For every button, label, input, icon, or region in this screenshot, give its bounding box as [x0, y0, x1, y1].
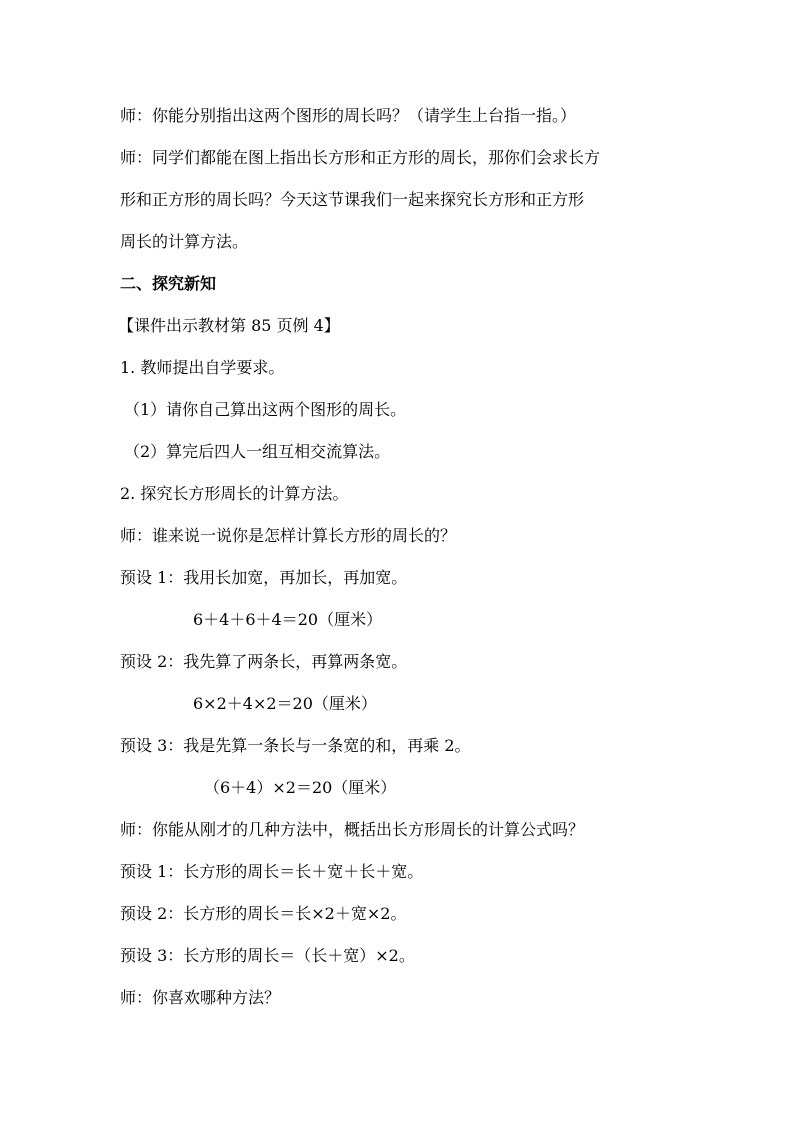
- requirement-2: （2）算完后四人一组互相交流算法。: [124, 442, 391, 461]
- preset-3-equation: （6＋4）×2＝20（厘米）: [204, 778, 397, 797]
- paragraph-teacher-question: 师：你能分别指出这两个图形的周长吗？（请学生上台指一指。）: [120, 106, 577, 125]
- preset-3-method: 预设 3：我是先算一条长与一条宽的和，再乘 2。: [120, 736, 471, 755]
- formula-preset-3: 预设 3：长方形的周长＝（长＋宽）×2。: [120, 946, 415, 965]
- paragraph-teacher-intro-line3: 周长的计算方法。: [120, 232, 249, 251]
- requirement-1: （1）请你自己算出这两个图形的周长。: [124, 400, 407, 419]
- section-heading: 二、探究新知: [120, 274, 217, 293]
- step-1-heading: 1. 教师提出自学要求。: [120, 358, 285, 377]
- preset-2-equation: 6×2＋4×2＝20（厘米）: [193, 694, 377, 713]
- step-2-heading: 2. 探究长方形周长的计算方法。: [120, 484, 349, 503]
- paragraph-teacher-intro-line2: 形和正方形的周长吗？今天这节课我们一起来探究长方形和正方形: [120, 190, 585, 209]
- paragraph-teacher-intro-line1: 师：同学们都能在图上指出长方形和正方形的周长，那你们会求长方: [120, 148, 601, 167]
- preset-2-method: 预设 2：我先算了两条长，再算两条宽。: [120, 652, 408, 671]
- preset-1-method: 预设 1：我用长加宽，再加长，再加宽。: [120, 568, 408, 587]
- teacher-formula-question: 师：你能从刚才的几种方法中，概括出长方形周长的计算公式吗？: [120, 820, 585, 839]
- formula-preset-1: 预设 1：长方形的周长＝长＋宽＋长＋宽。: [120, 862, 424, 881]
- formula-preset-2: 预设 2：长方形的周长＝长×2＋宽×2。: [120, 904, 407, 923]
- preset-1-equation: 6＋4＋6＋4＝20（厘米）: [193, 610, 383, 629]
- teacher-question-rectangle: 师：谁来说一说你是怎样计算长方形的周长的？: [120, 526, 457, 545]
- teacher-preference-question: 师：你喜欢哪种方法？: [120, 988, 281, 1007]
- courseware-note: 【课件出示教材第 85 页例 4】: [118, 316, 340, 335]
